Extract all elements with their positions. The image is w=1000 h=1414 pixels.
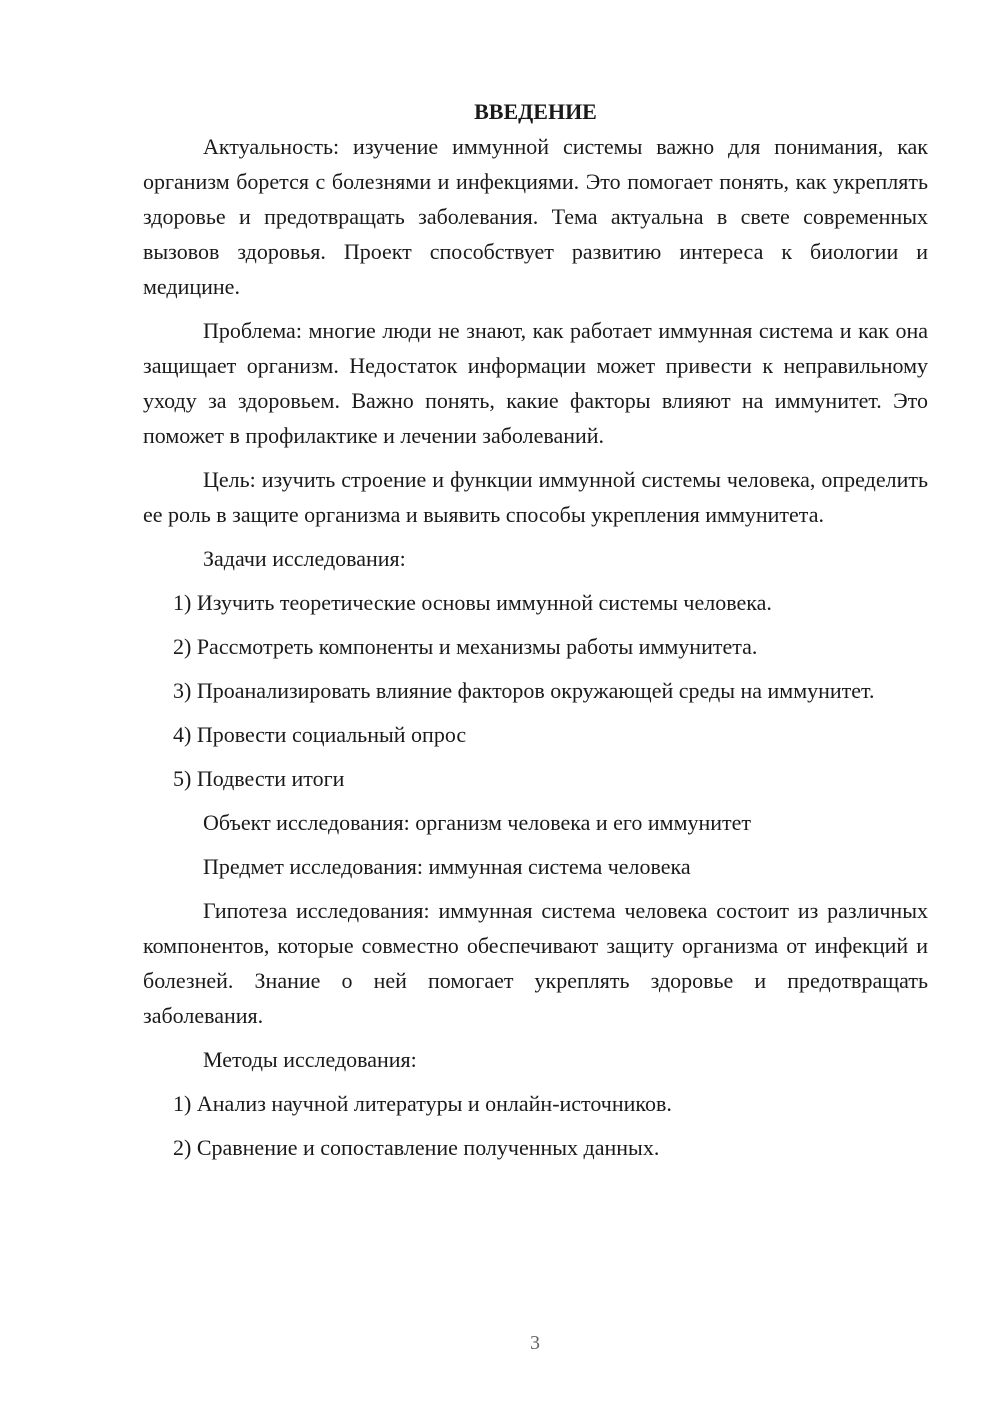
task-item: 2) Рассмотреть компоненты и механизмы работы иммунитета. xyxy=(173,634,758,659)
task-item: 5) Подвести итоги xyxy=(173,766,345,791)
method-item: 1) Анализ научной литературы и онлайн-источников. xyxy=(173,1091,672,1116)
task-item: 4) Провести социальный опрос xyxy=(173,722,467,747)
subject-line: Предмет исследования: иммунная система человека xyxy=(203,854,691,879)
section-heading: ВВЕДЕНИЕ xyxy=(474,99,597,124)
document-page xyxy=(143,94,928,1174)
tasks-label: Задачи исследования: xyxy=(203,546,406,571)
task-item: 1) Изучить теоретические основы иммунной системы человека. xyxy=(173,590,772,615)
relevance-paragraph: Актуальность: изучение иммунной системы важно для понимания, как организм борется с болезнями и инфекциями. Это помогает понять, как укреплять здоровье и предотвращать заболевания. Тема актуальна в свете современных вызовов здоровья. Проект способствует развитию интереса к биологии и медицине. xyxy=(143,134,928,299)
task-item: 3) Проанализировать влияние факторов окружающей среды на иммунитет. xyxy=(173,678,875,703)
methods-label: Методы исследования: xyxy=(203,1047,417,1072)
problem-paragraph: Проблема: многие люди не знают, как работает иммунная система и как она защищает организм. Недостаток информации может привести к неправильному уходу за здоровьем. Важно понять, какие факторы влияют на иммунитет. Это поможет в профилактике и лечении заболеваний. xyxy=(143,318,928,448)
method-item: 2) Сравнение и сопоставление полученных данных. xyxy=(173,1135,660,1160)
object-line: Объект исследования: организм человека и его иммунитет xyxy=(203,810,752,835)
hypothesis-paragraph: Гипотеза исследования: иммунная система человека состоит из различных компонентов, которые совместно обеспечивают защиту организма от инфекций и болезней. Знание о ней помогает укреплять здоровье и предотвращать заболевания. xyxy=(143,898,928,1028)
page-number: 3 xyxy=(530,1332,540,1354)
goal-paragraph: Цель: изучить строение и функции иммунной системы человека, определить ее роль в защите организма и выявить способы укрепления иммунитета. xyxy=(143,467,928,527)
